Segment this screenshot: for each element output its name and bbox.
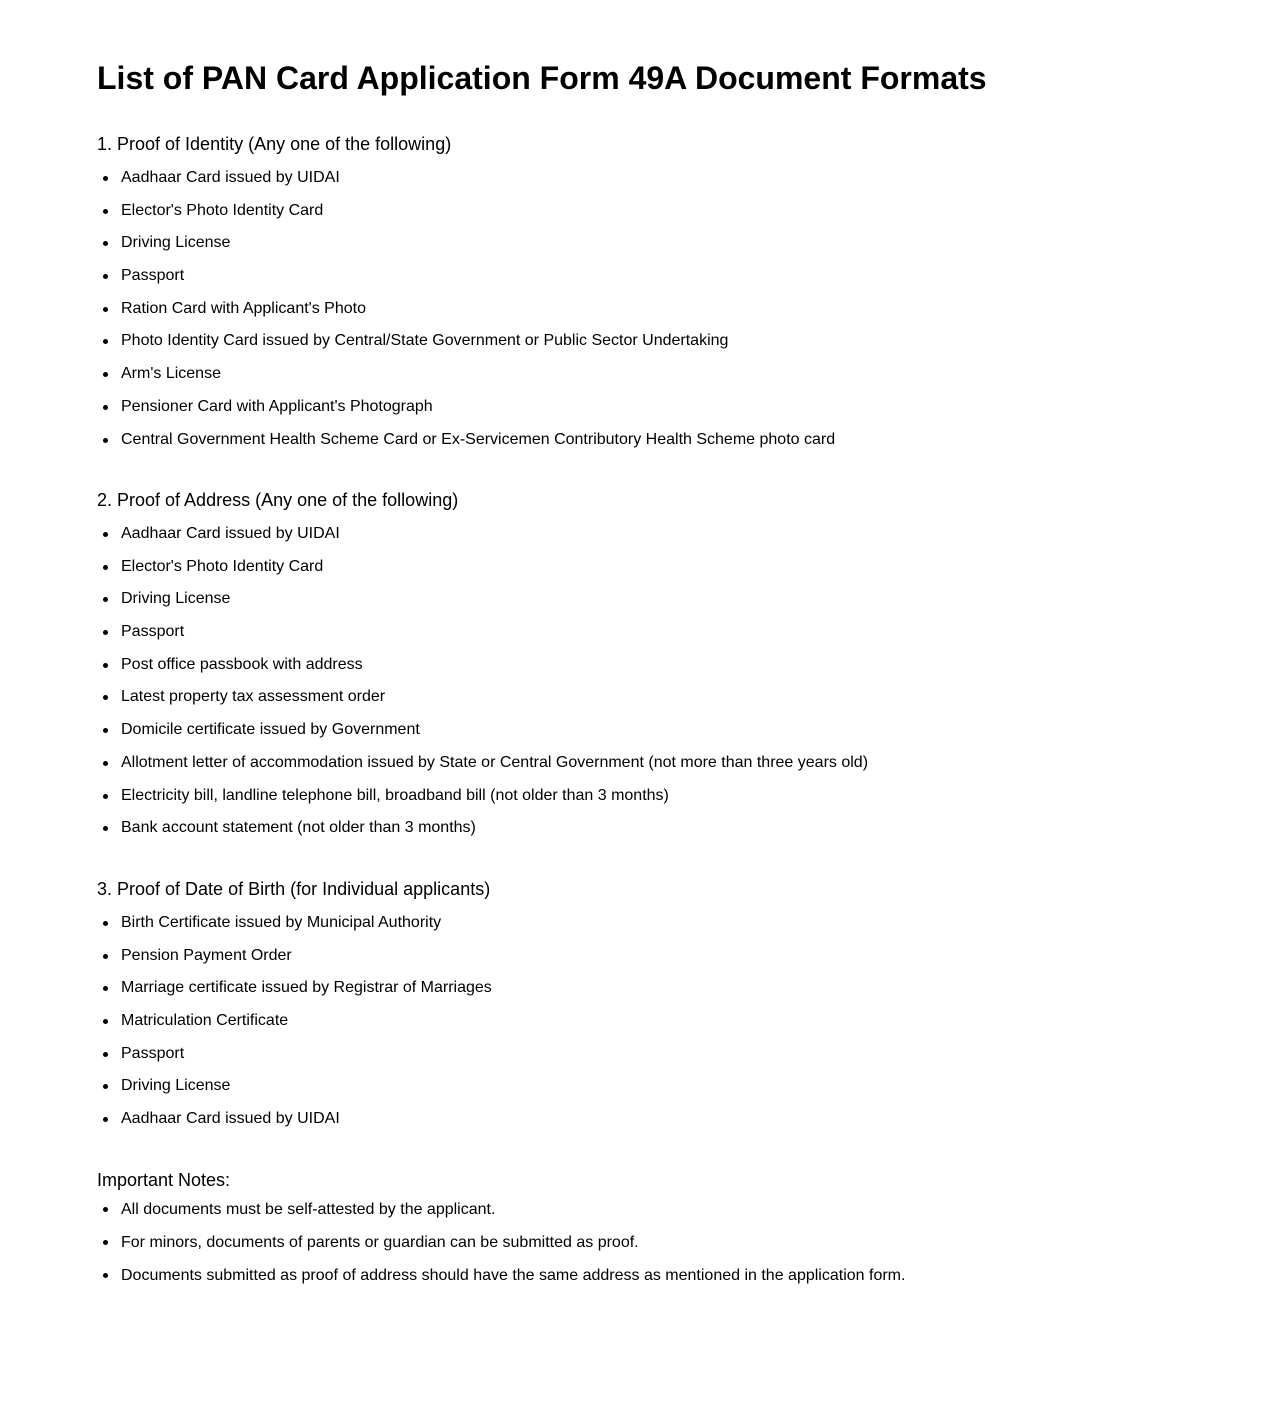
list-item (97, 616, 1197, 649)
list-item (97, 518, 1197, 551)
bullet-icon (103, 1052, 108, 1057)
list-item (97, 260, 1197, 293)
bullet-icon (103, 565, 108, 570)
list-item-text: Central Government Health Scheme Card or Ex-Servicemen Contributory Health Scheme photo card (121, 430, 836, 448)
bullet-icon (103, 1240, 108, 1245)
bullet-icon (103, 209, 108, 214)
document-list (97, 162, 1197, 456)
bullet-icon (103, 1273, 108, 1278)
list-item (97, 907, 1197, 940)
section-heading: 3. Proof of Date of Birth (for Individual applicants) (97, 879, 491, 899)
list-item-text: Passport (121, 623, 185, 641)
bullet-icon (103, 176, 108, 181)
bullet-icon (103, 274, 108, 279)
list-item-text: Electricity bill, landline telephone bill, broadband bill (not older than 3 months) (121, 786, 669, 804)
bullet-icon (103, 339, 108, 344)
bullet-icon (103, 695, 108, 700)
list-item (97, 714, 1197, 747)
list-item-text: Ration Card with Applicant's Photo (121, 299, 366, 317)
list-item (97, 1226, 1197, 1259)
list-item (97, 195, 1197, 228)
bullet-icon (103, 826, 108, 831)
bullet-icon (103, 405, 108, 410)
list-item (97, 940, 1197, 973)
list-item-text: Documents submitted as proof of address should have the same address as mentioned in the application form. (121, 1267, 906, 1284)
list-item (97, 1005, 1197, 1038)
bullet-icon (103, 532, 108, 537)
bullet-icon (103, 438, 108, 443)
section-proof-of-address (97, 488, 1197, 845)
list-item (97, 162, 1197, 195)
list-item-text: Domicile certificate issued by Government (121, 721, 420, 739)
notes-list (97, 1193, 1197, 1292)
list-item-text: Photo Identity Card issued by Central/State Government or Public Sector Undertaking (121, 332, 729, 350)
section-heading: Important Notes: (97, 1170, 231, 1190)
bullet-icon (103, 663, 108, 668)
list-item (97, 1070, 1197, 1103)
section-proof-of-date-of-birth (97, 877, 1197, 1136)
list-item-text: Post office passbook with address (121, 655, 363, 673)
list-item-text: Aadhaar Card issued by UIDAI (121, 1110, 340, 1128)
bullet-icon (103, 986, 108, 991)
bullet-icon (103, 921, 108, 926)
list-item-text: Arm's License (121, 365, 221, 383)
list-item (97, 972, 1197, 1005)
list-item-text: All documents must be self-attested by the applicant. (121, 1201, 496, 1218)
list-item-text: Elector's Photo Identity Card (121, 557, 324, 575)
list-item-text: For minors, documents of parents or guardian can be submitted as proof. (121, 1234, 639, 1251)
section-important-notes (97, 1168, 1197, 1292)
list-item-text: Driving License (121, 1077, 231, 1095)
list-item (97, 681, 1197, 714)
bullet-icon (103, 1084, 108, 1089)
list-item-text: Bank account statement (not older than 3 months) (121, 819, 476, 837)
list-item-text: Driving License (121, 590, 231, 608)
list-item (97, 649, 1197, 682)
bullet-icon (103, 597, 108, 602)
bullet-icon (103, 372, 108, 377)
bullet-icon (103, 1019, 108, 1024)
list-item (97, 1103, 1197, 1136)
list-item-text: Passport (121, 1044, 185, 1062)
list-item (97, 358, 1197, 391)
list-item-text: Aadhaar Card issued by UIDAI (121, 169, 340, 186)
list-item-text: Latest property tax assessment order (121, 688, 386, 706)
list-item (97, 424, 1197, 457)
list-item-text: Elector's Photo Identity Card (121, 201, 324, 219)
list-item (97, 551, 1197, 584)
list-item-text: Marriage certificate issued by Registrar of Marriages (121, 979, 492, 997)
section-heading: 2. Proof of Address (Any one of the following) (97, 490, 459, 510)
section-heading: 1. Proof of Identity (Any one of the following) (97, 134, 452, 154)
list-item (97, 293, 1197, 326)
list-item-text: Aadhaar Card issued by UIDAI (121, 525, 340, 542)
list-item (97, 391, 1197, 424)
bullet-icon (103, 794, 108, 799)
list-item-text: Driving License (121, 234, 231, 252)
bullet-icon (103, 761, 108, 766)
section-proof-of-identity (97, 132, 1197, 456)
list-item (97, 812, 1197, 845)
list-item (97, 1038, 1197, 1071)
page-title: List of PAN Card Application Form 49A Document Formats (97, 60, 987, 96)
list-item-text: Birth Certificate issued by Municipal Authority (121, 914, 442, 931)
list-item (97, 583, 1197, 616)
list-item (97, 325, 1197, 358)
list-item (97, 747, 1197, 780)
document-list (97, 518, 1197, 845)
list-item (97, 227, 1197, 260)
bullet-icon (103, 630, 108, 635)
bullet-icon (103, 307, 108, 312)
bullet-icon (103, 1117, 108, 1122)
list-item (97, 1259, 1197, 1292)
list-item (97, 780, 1197, 813)
bullet-icon (103, 1207, 108, 1212)
list-item-text: Allotment letter of accommodation issued by State or Central Government (not more than three years old) (121, 753, 869, 771)
list-item-text: Matriculation Certificate (121, 1012, 289, 1030)
bullet-icon (103, 954, 108, 959)
document-list (97, 907, 1197, 1136)
list-item (97, 1193, 1197, 1226)
bullet-icon (103, 241, 108, 246)
list-item-text: Pensioner Card with Applicant's Photograph (121, 397, 433, 415)
list-item-text: Passport (121, 267, 185, 285)
bullet-icon (103, 728, 108, 733)
list-item-text: Pension Payment Order (121, 946, 292, 964)
